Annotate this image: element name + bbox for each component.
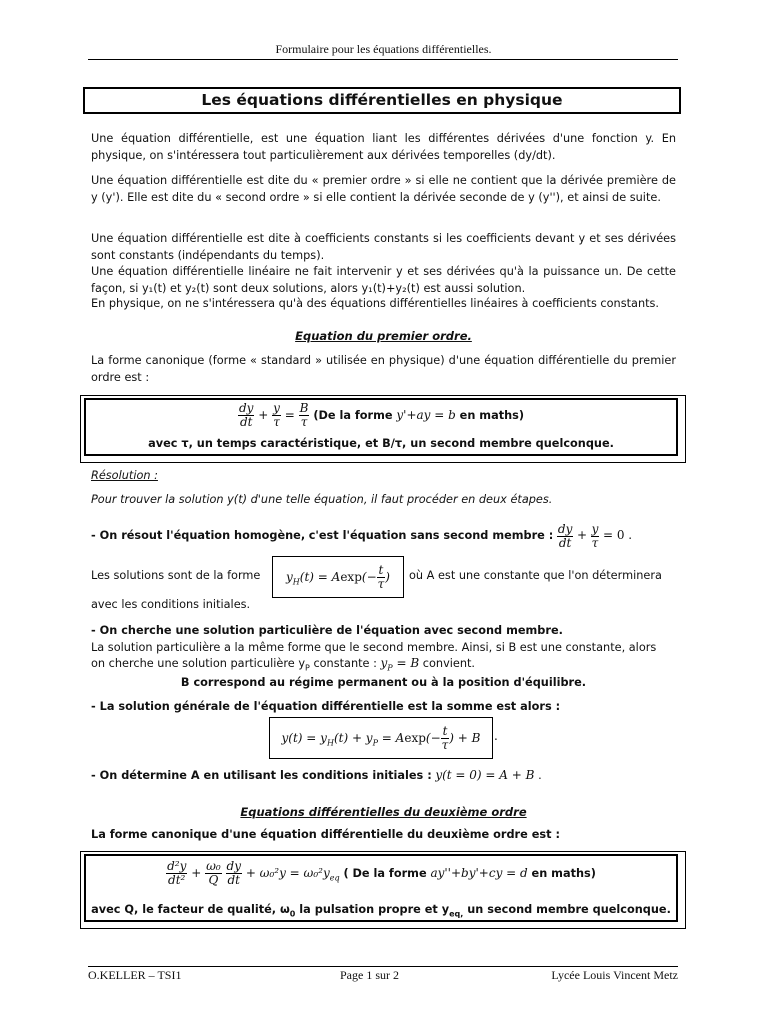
y-tau-fraction: $\frac{y}{\tau}$ (273, 401, 280, 429)
step4-label: - On détermine A en utilisant les conditions initiales : (91, 769, 432, 782)
title-box (83, 87, 681, 114)
step2-text: on cherche une solution particulière y (91, 657, 306, 670)
homog-y-tau: $\frac{y}{\tau}$ (591, 521, 599, 550)
step2-subscript: P (305, 663, 310, 673)
step1-label: - On résout l'équation homogène, (91, 529, 306, 542)
intro-paragraph-1: Une équation différentielle, est une équation liant les différentes dérivées d'une fonction y. En physique, on s'intéressera tout particulièrement aux dérivées temporelles (dy/dt). (91, 132, 676, 162)
first-order-heading: Equation du premier ordre. (295, 329, 472, 343)
initial-condition-eq: y(t = 0) = A + B (435, 768, 535, 782)
intro-paragraph-5: En physique, on ne s'intéressera qu'à des équations différentielles linéaires à coefficients constants. (91, 297, 660, 310)
running-header: Formulaire pour les équations différentielles. (275, 42, 492, 56)
header-rule (88, 59, 678, 60)
general-solution-period: . (494, 729, 498, 743)
step2-line (91, 656, 475, 672)
resolution-intro: Pour trouver la solution y(t) d'une telle équation, il faut procéder en deux étapes. (91, 493, 553, 506)
second-order-caption: avec Q, le facteur de qualité, $\omega_0$ la pulsation propre et $y_{eq,}$ un second membre quelconque. (91, 903, 671, 919)
b-tau-fraction: $\frac{B}{\tau}$ (299, 401, 309, 429)
intro-paragraph-2: Une équation différentielle est dite du « premier ordre » si elle ne contient que la dérivée première de y (y'). Elle est dite du « second ordre » si elle contient la dérivée seconde de y (y''), et ainsi de suite. (91, 174, 676, 204)
box-paren-text: (De la forme (313, 409, 393, 422)
solution-form-text-a: Les solutions sont de la forme (91, 569, 261, 582)
step2-label: - On cherche une solution particulière de l'équation avec second membre. (91, 624, 563, 637)
homog-dy-dt: $\frac{dy}{dt}$ (557, 521, 573, 550)
solution-form-text-c: avec les conditions initiales. (91, 598, 251, 611)
resolution-label: Résolution : (91, 469, 158, 482)
second-order-heading: Equations différentielles du deuxième ordre (240, 805, 527, 819)
box-maths-text: en maths) (459, 409, 525, 422)
step3-label: - La solution générale de l'équation différentielle est la somme est alors : (91, 700, 561, 713)
second-order-equation: $\frac{\text{d²y}}{\text{dt²}}$ + $\frac{\text{ω₀}}{Q}$ $\frac{dy}{dt}$ + $\omega_0^2y = \omega_0^2y_{eq}$ ( De la forme ay''+by'+cy = d en maths) (167, 859, 596, 887)
intro-paragraph-4: Une équation différentielle linéaire ne fait intervenir y et ses dérivées qu'à la puissance un. De cette façon, si y₁(t) et y₂(t) sont deux solutions, alors y₁(t)+y₂(t) est aussi solution. (91, 265, 676, 295)
footer-left: O.KELLER – TSI1 (88, 968, 182, 982)
first-order-caption: avec τ, un temps caractéristique, et B/τ, un second membre quelconque. (148, 437, 614, 450)
solution-form-text-b: où A est une constante que l'on déterminera (409, 569, 662, 582)
equilibrium-note: B correspond au régime permanent ou à la position d'équilibre. (180, 676, 587, 689)
second-maths-equation: ay''+by'+cy = d (430, 866, 528, 880)
first-order-box (84, 398, 678, 456)
page-title: Les équations différentielles en physique (201, 91, 563, 109)
step1-line: - On résout l'équation homogène, c'est l'équation sans second membre : $\frac{dy}{dt}$ + $\frac{y}{\tau}$ = 0 . (91, 521, 633, 550)
footer-rule (88, 966, 678, 967)
intro-paragraph-3: Une équation différentielle est dite à coefficients constants si les coefficients devant y et ses dérivées sont constants (indépendants du temps). (91, 232, 676, 262)
general-solution-box: $y(t) = y_H(t) + y_P = Aexp(-$ $\frac{t}{\tau}$ ) + B (269, 717, 493, 759)
footer-right: Lycée Louis Vincent Metz (551, 968, 678, 982)
particular-solution-eq: $y_P = B$ (380, 656, 420, 673)
first-order-canonical-text: La forme canonique (forme « standard » utilisée en physique) d'une équation différentielle du premier ordre est : (91, 354, 676, 384)
homog-solution-box: $y_H(t) = Aexp(-$ $\frac{t}{\tau}$ ) (272, 556, 404, 598)
step1-rest: c'est l'équation sans second membre : (308, 529, 554, 542)
second-box-paren: ( De la forme (343, 867, 427, 880)
step2-text-c: convient. (422, 657, 476, 670)
step2-text-b: constante : (313, 657, 377, 670)
step2-paragraph: La solution particulière a la même forme que le second membre. Ainsi, si B est une constante, alors (91, 641, 657, 654)
second-order-box (84, 854, 678, 922)
step4-line: - On détermine A en utilisant les conditions initiales : y(t = 0) = A + B . (91, 768, 542, 782)
second-box-maths: en maths) (531, 867, 596, 880)
second-order-canonical-text: La forme canonique d'une équation différentielle du deuxième ordre est : (91, 828, 560, 841)
maths-form-equation: y'+ay = b (396, 408, 456, 422)
dy-dt-fraction: $\frac{dy}{dt}$ (238, 401, 254, 429)
first-order-equation: $\frac{dy}{dt}$ + $\frac{y}{\tau}$ = $\frac{B}{\tau}$ (De la forme y'+ay = b en maths) (238, 401, 525, 429)
footer-page-number: Page 1 sur 2 (340, 968, 399, 982)
